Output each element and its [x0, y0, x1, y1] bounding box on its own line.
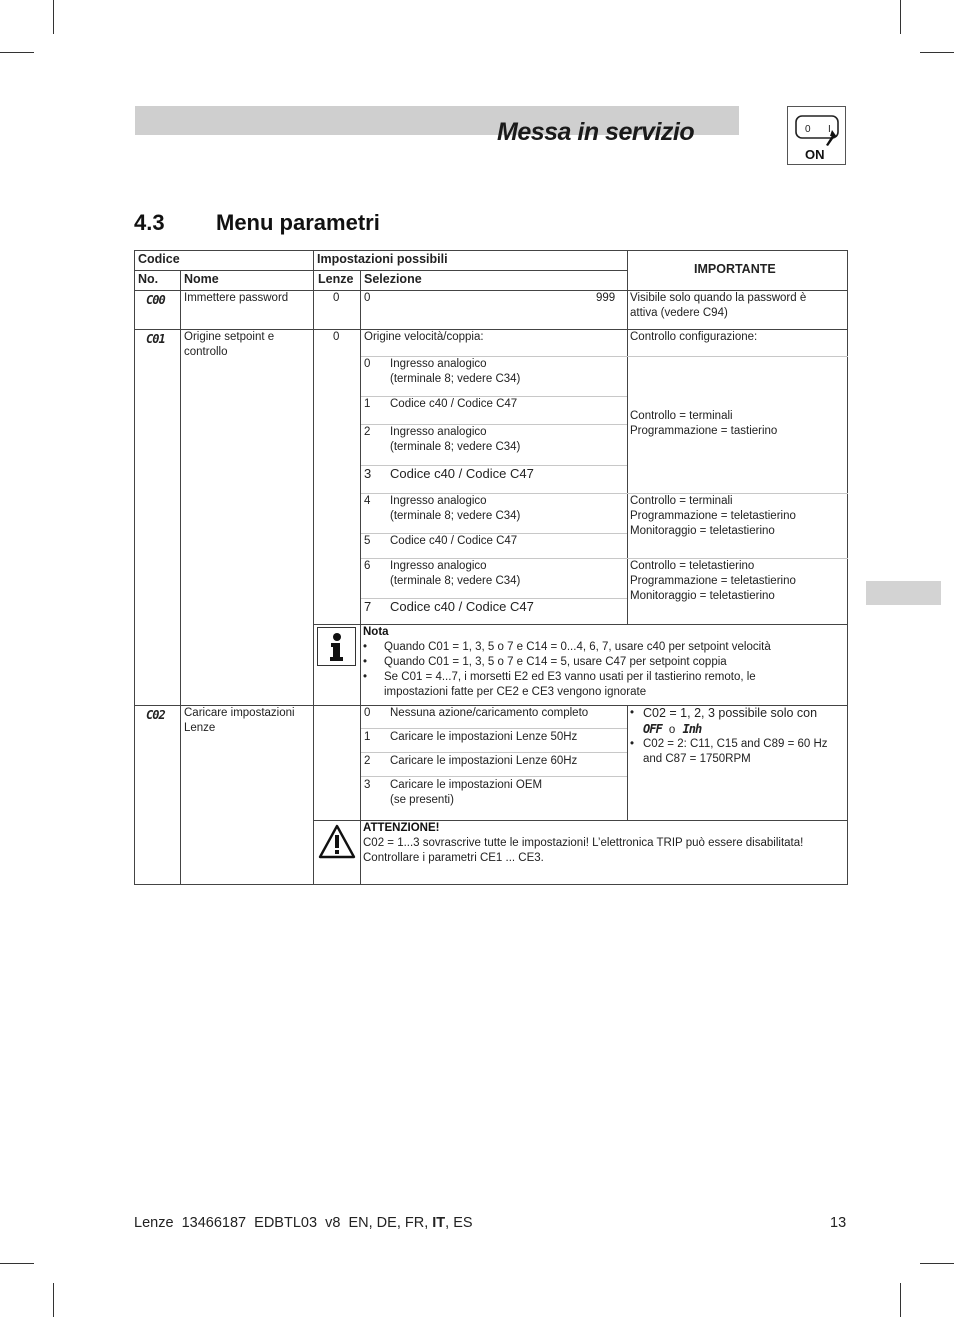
note-title: Nota	[363, 626, 389, 638]
important-header-c01: Controllo configurazione:	[630, 331, 758, 343]
important-c00: Visibile solo quando la password è attiva (vedere C94)	[630, 292, 807, 319]
parameter-table: Codice Impostazioni possibili IMPORTANTE No. Nome Lenze Selezione C00 Immettere password 0 0 999 Visibile solo quando la password è attiva (vedere C94) C01 Origine setpoint e controllo 0 Origine velocità/coppia: Controllo configurazione: 0 Ingresso analogico (terminale 8; vedere C34) 1 Codice c40 / Codice C47 2 Ingresso analogico (terminale 8; vedere C34) 3 Codice c40 / Codice C47 4 Ingresso analogico (terminale 8; vedere C34) 5 Codice c40 / Codice C47 6 Ingresso analogico (terminale 8; vedere C34) 7 Codice c40 / Codice C47 Controllo = terminali Programmazione = tastierino Controllo = terminali Programmazione = teletastierino Monitoraggio = teletastierino Controllo = teletastierino Programmazione = teletastierino Monitoraggio = teletastierino Nota • Quando C01 = 1, 3, 5 o 7 e C14 = 0...4, 6, 7, usare c40 per setpoint velocità • Quando C01 = 1, 3, 5 o 7 e C14 = 5, usare C47 per setpoint coppia • Se C01 = 4...7, i morsetti E2 ed E3 vanno usati per il tastierino remoto, le impostazioni fatte per CE2 e CE3 vengono ignorate C02 Caricare impostazioni Lenze 0 Nessuna azione/caricamento completo 1 Caricare le impostazioni Lenze 50Hz 2 Caricare le impostazioni Lenze 60Hz 3 Caricare le impostazioni OEM (se presenti) • C02 = 1, 2, 3 possibile solo con OFF o Inh • C02 = 2: C11, C15 and C89 = 60 Hz and C87 = 1750RPM ATTENZIONE! C02 = 1...3 sovrascrive tutte le impostazioni! L’elettronica TRIP può essere disabilitata! Controllare i parametri CE1 ... CE3.	[134, 250, 848, 885]
note-bullet: •	[363, 641, 368, 653]
important-group-c01: Controllo = terminali Programmazione = tastierino	[630, 410, 778, 437]
important-group-c01: Controllo = terminali Programmazione = teletastierino Monitoraggio = teletastierino	[630, 495, 796, 537]
param-name-c00: Immettere password	[184, 292, 289, 304]
footer-doc-info: Lenze 13466187 EDBTL03 v8 EN, DE, FR, IT, ES	[134, 1215, 473, 1231]
code-c02: C02	[146, 708, 165, 722]
range-min-c00: 0	[364, 292, 371, 304]
param-name-c02: Caricare impostazioni Lenze	[184, 707, 295, 734]
info-icon	[317, 627, 356, 666]
warning-text: C02 = 1...3 sovrascrive tutte le impostazioni! L’elettronica TRIP può essere disabilitata!	[363, 837, 804, 849]
switch-label: ON	[805, 147, 825, 162]
crop-mark	[900, 0, 901, 34]
section-title: Menu parametri	[216, 210, 380, 235]
note-bullet: •	[363, 671, 368, 683]
important-text-c02: C02 = 1, 2, 3 possibile solo con	[643, 706, 818, 720]
warning-icon	[317, 823, 357, 866]
crop-mark	[920, 52, 954, 53]
header-selezione: Selezione	[364, 272, 422, 286]
param-name-c01: Origine setpoint e controllo	[184, 331, 275, 358]
important-bullet: •	[630, 707, 635, 719]
selection-header-c01: Origine velocità/coppia:	[364, 331, 484, 343]
crop-mark	[0, 52, 34, 53]
important-group-c01: Controllo = teletastierino Programmazione = teletastierino Monitoraggio = teletastierino	[630, 560, 796, 602]
warning-title: ATTENZIONE!	[363, 822, 440, 834]
header-nome: Nome	[184, 272, 219, 286]
note-text: Se C01 = 4...7, i morsetti E2 ed E3 vanno usati per il tastierino remoto, le	[384, 671, 756, 683]
lenze-default-c01: 0	[333, 331, 340, 343]
header-codice: Codice	[138, 252, 180, 266]
code-c01: C01	[146, 332, 165, 346]
crop-mark	[53, 0, 54, 34]
code-c00: C00	[146, 293, 165, 307]
header-no: No.	[138, 272, 159, 286]
crop-mark	[900, 1283, 901, 1317]
header-impostazioni: Impostazioni possibili	[317, 252, 448, 266]
important-text-c02: C02 = 2: C11, C15 and C89 = 60 Hz	[643, 738, 828, 750]
power-switch-on-icon	[787, 106, 846, 165]
important-text-c02: OFF o Inh	[643, 722, 702, 736]
note-bullet: •	[363, 656, 368, 668]
crop-mark	[920, 1263, 954, 1264]
header-importante: IMPORTANTE	[694, 262, 776, 276]
important-text-c02: and C87 = 1750RPM	[643, 753, 751, 765]
page-number: 13	[830, 1215, 847, 1231]
range-max-c00: 999	[596, 292, 616, 304]
important-bullet: •	[630, 738, 635, 750]
section-number: 4.3	[134, 210, 165, 235]
chapter-title: Messa in servizio	[497, 118, 695, 146]
warning-text: Controllare i parametri CE1 ... CE3.	[363, 852, 544, 864]
crop-mark	[0, 1263, 34, 1264]
switch-off-label: 0	[805, 124, 811, 135]
note-text: Quando C01 = 1, 3, 5 o 7 e C14 = 0...4, 6, 7, usare c40 per setpoint velocità	[384, 641, 771, 653]
note-text: impostazioni fatte per CE2 e CE3 vengono ignorate	[384, 686, 647, 698]
lenze-default-c00: 0	[333, 292, 340, 304]
switch-on-mark: I	[828, 124, 831, 135]
header-lenze: Lenze	[318, 272, 354, 286]
chapter-tab	[866, 581, 941, 605]
note-text: Quando C01 = 1, 3, 5 o 7 e C14 = 5, usare C47 per setpoint coppia	[384, 656, 727, 668]
crop-mark	[53, 1283, 54, 1317]
